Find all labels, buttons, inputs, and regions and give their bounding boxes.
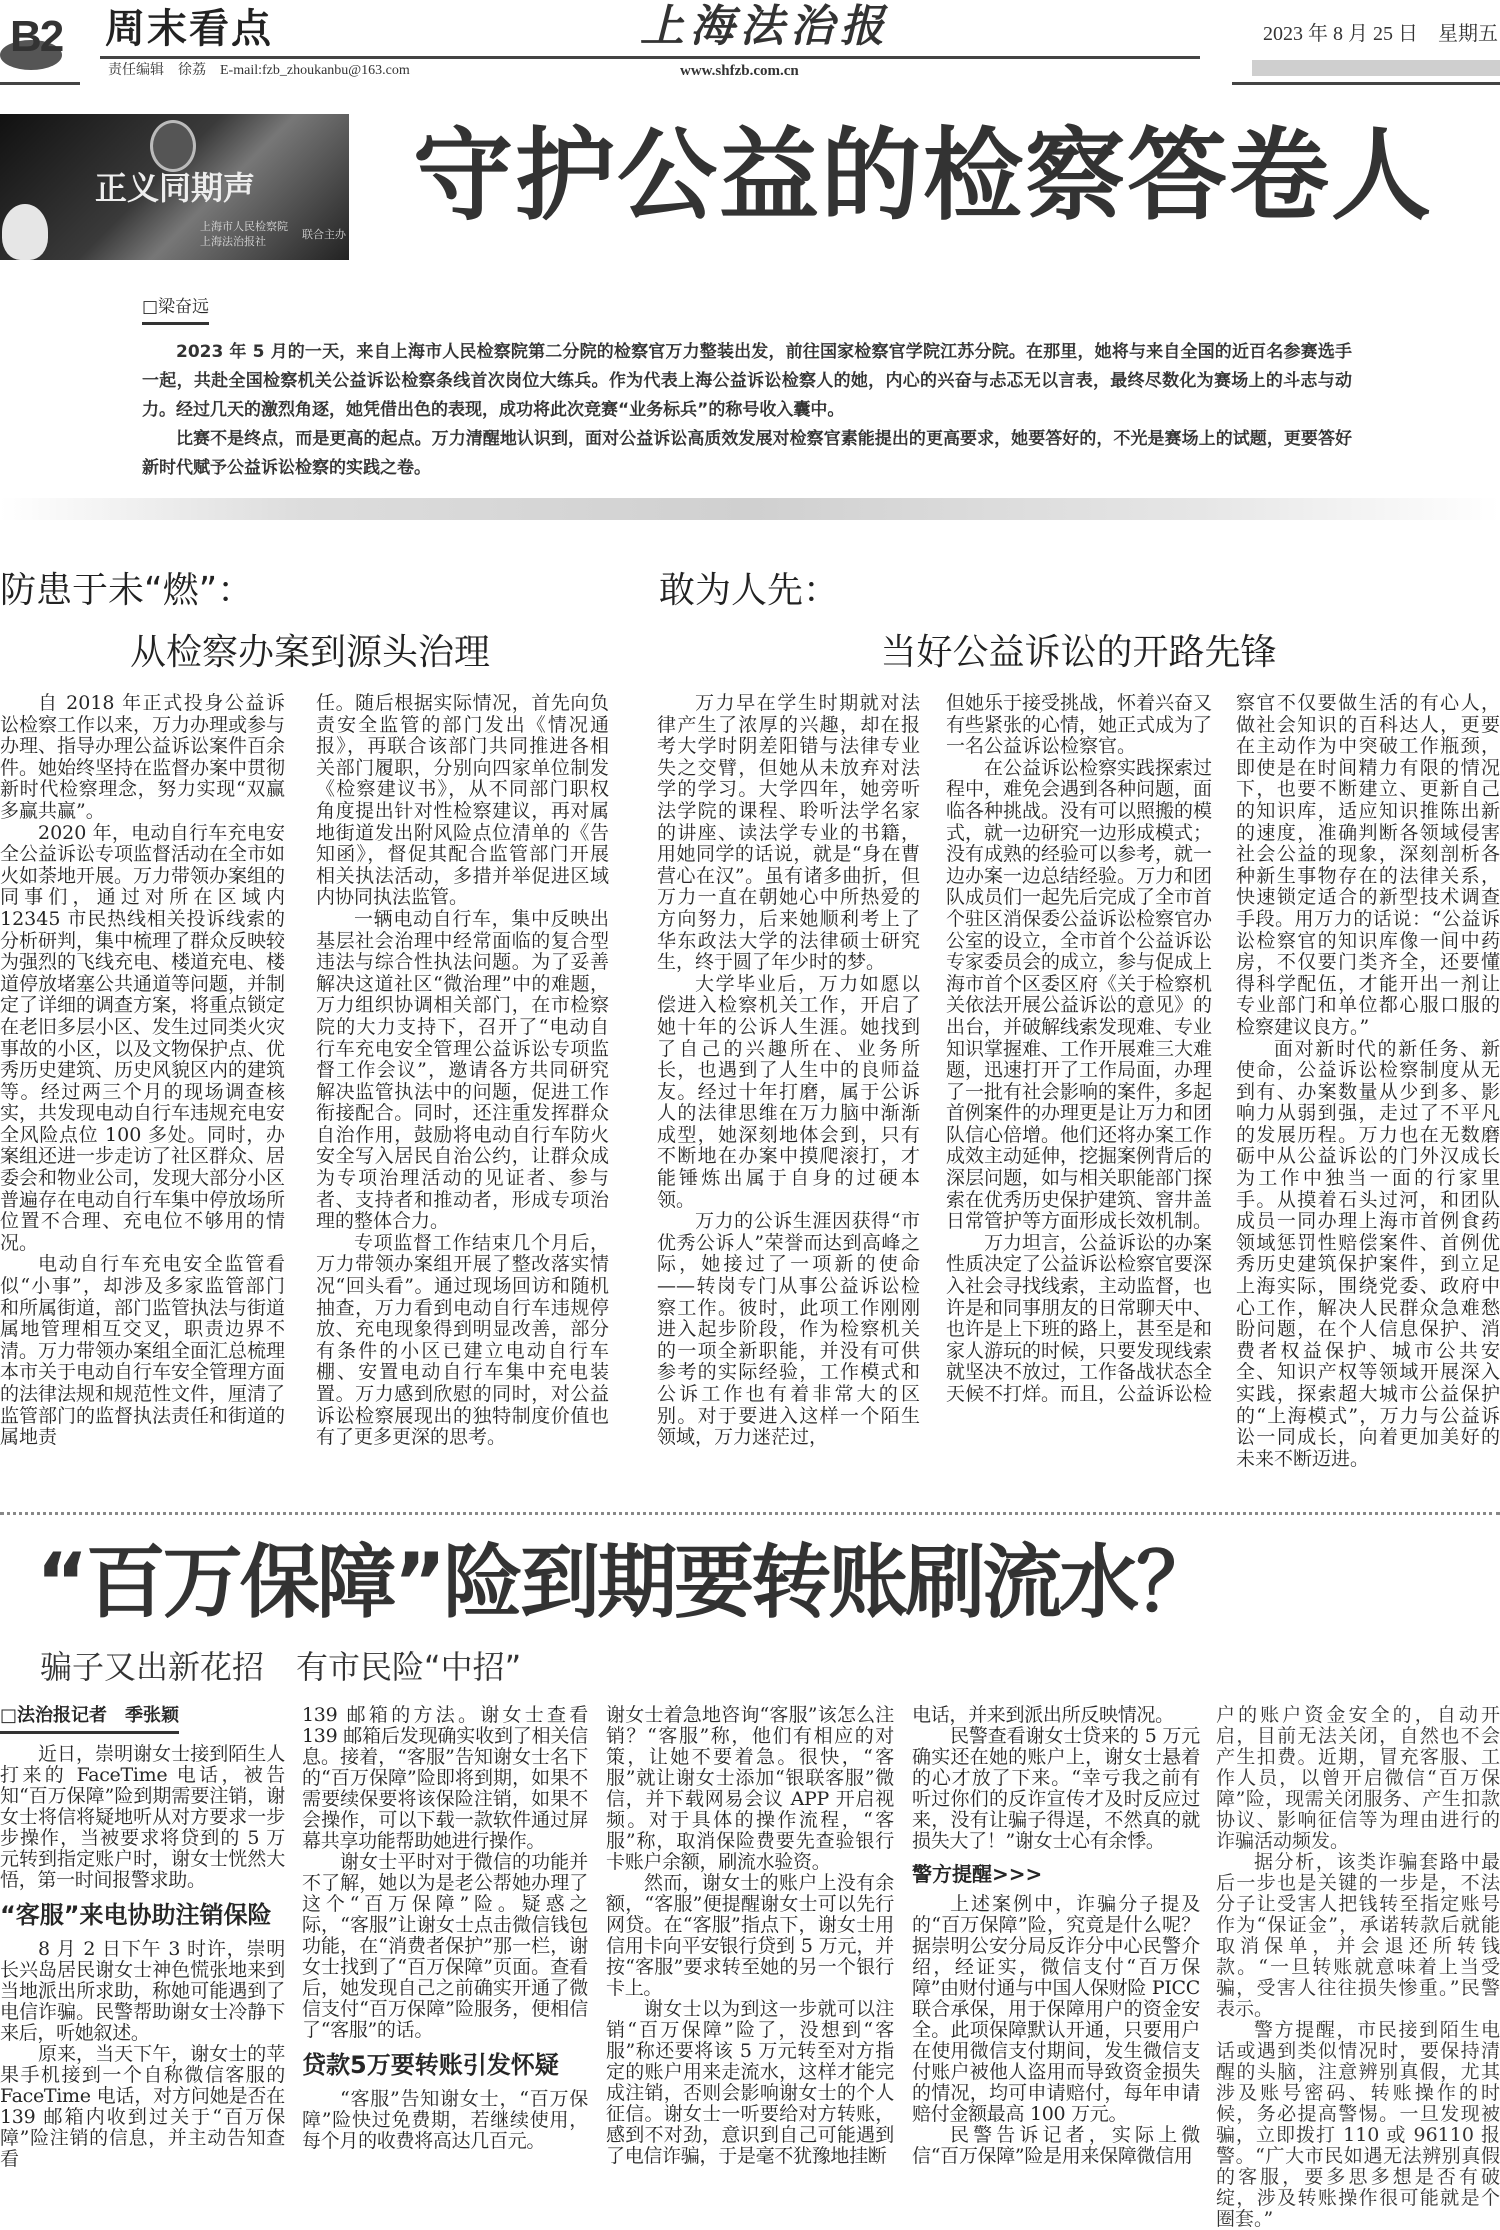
page-number: B2: [10, 12, 63, 61]
emblem-org-1: 上海市人民检察院: [200, 220, 288, 233]
emblem-host: 联合主办: [302, 228, 346, 241]
paragraph: 电动自行车充电安全监管看似“小事”，却涉及多家监管部门和所属街道，部门监管执法与街道属地管理相互交叉，职责边界不清。万力带领办案组全面汇总梳理本市关于电动自行车安全管理方面的法律法规和规范性文件，厘清了监管部门的监督执法责任和街道的属地责: [0, 1253, 286, 1449]
article-column: [316, 693, 609, 1449]
paragraph: 谢女士平时对于微信的功能并不了解，她以为是老公帮她办理了这个“百万保障”险。疑惑之际，“客服”让谢女士点击微信钱包功能，在“消费者保护”那一栏，谢女士找到了“百万保障”页面。查看后，她发现自己之前确实开通了微信支付“百万保障”险服务，便相信了“客服”的话。: [302, 1851, 588, 2041]
article-column: [1236, 693, 1500, 1470]
date-bar: [1252, 60, 1500, 76]
article-intro: [142, 338, 1352, 483]
paragraph: 在公益诉讼检察实践探索过程中，难免会遇到各种问题，面临各种挑战。没有可以照搬的模式，就一边研究一边形成模式；没有成熟的经验可以参考，就一边办案一边总结经验。万力和团队成员们一起先后完成了全市首个驻区消保委公益诉讼检察官办公室的设立，全市首个公益诉讼专家委员会的成立，参与促成上海市首个区委区府《关于检察机关依法开展公益诉讼的意见》的出台，并破解线索发现难、专业知识掌握难、工作开展难三大难题，迅速打开了工作局面，办理了一批有社会影响的案件，多起首例案件的办理更是让万力和团队信心倍增。他们还将办案工作成效主动延伸，挖掘案例背后的深层问题，如与相关职能部门探索在优秀历史保护建筑、窨井盖日常管护等方面形成长效机制。: [946, 756, 1213, 1233]
section-name: 周末看点: [105, 6, 273, 52]
article-byline: □梁奋远: [142, 296, 209, 325]
paragraph: 民警查看谢女士贷来的 5 万元确实还在她的账户上，谢女士悬着的心才放了下来。“幸亏我之前有听过你们的反诈宣传才及时反应过来，没有让骗子得逞，不然真的就损失大了！”谢女士心有余悸。: [912, 1725, 1200, 1852]
article-column: [657, 693, 920, 1449]
paragraph: 专项监督工作结束几个月后，万力带领办案组开展了整改落实情况“回头看”。通过现场回访和随机抽查，万力看到电动自行车违规停放、充电现象得到明显改善，部分有条件的小区已建立电动自行车棚、安置电动自行车集中充电装置。万力感到欣慰的同时，对公益诉讼检察展现出的独特制度价值也有了更多更深的思考。: [316, 1231, 609, 1449]
column-emblem-image: [0, 114, 349, 260]
paragraph: 警方提醒，市民接到陌生电话或遇到类似情况时，要保持清醒的头脑，注意辨别真假，尤其涉及账号密码、转账操作的时候，务必提高警惕。一旦发现被骗，立即拨打 110 或 96110 报警。“广大市民如遇无法辨别真假的客服，要多思多想是否有破绽，涉及转账操作很可能就是个圈套。”: [1216, 2019, 1500, 2230]
subsection-heading: 贷款5万要转账引发怀疑: [302, 2051, 559, 2079]
paragraph: 万力早在学生时期就对法律产生了浓厚的兴趣，却在报考大学时阴差阳错与法律专业失之交臂，但她从未放弃对法学的学习。大学四年，她旁听法学院的课程、聆听法学名家的讲座、读法学专业的书籍，用她同学的话说，就是“身在曹营心在汉”。虽有诸多曲折，但万力一直在朝她心中所热爱的方向努力，后来她顺利考上了华东政法大学的法律硕士研究生，终于圆了年少时的梦。: [657, 692, 920, 974]
editor-credit: 责任编辑 徐荔 E-mail:fzb_zhoukanbu@163.com: [108, 63, 410, 78]
article-title: “百万保障”险到期要转账刷流水？: [36, 1536, 1214, 1629]
paragraph: 万力的公诉生涯因获得“市优秀公诉人”荣誉而达到高峰之际，她接过了一项新的使命——转岗专门从事公益诉讼检察工作。彼时，此项工作刚刚进入起步阶段，作为检察机关的一项全新职能，并没有可供参考的实际经验，工作模式和公诉工作也有着非常大的区别。对于要进入这样一个陌生领域，万力迷茫过，: [657, 1210, 920, 1449]
paragraph: 民警告诉记者，实际上微信“百万保障”险是用来保障微信用: [912, 2124, 1200, 2167]
paragraph-continued: 任。随后根据实际情况，首先向负责安全监管的部门发出《情况通报》，再联合该部门共同推进各相关部门履职，分别向四家单位制发《检察建议书》，从不同部门职权角度提出针对性检察建议，再对属地街道发出附风险点位清单的《告知函》，督促其配合监管部门开展相关执法活动，多措并举促进区域内协同执法监管。: [316, 692, 609, 909]
paragraph-continued: 户的账户资金安全的，自动开启，目前无法关闭，自然也不会产生扣费。近期，冒充客服、工作人员，以曾开启微信“百万保障”险，现需关闭服务、产生扣款协议、影响征信等为理由进行的诈骗活动频发。: [1216, 1704, 1500, 1852]
paragraph-continued: 察官不仅要做生活的有心人，做社会知识的百科达人，更要在主动作为中突破工作瓶颈，即使是在时间精力有限的情况下，也要不断建立、更新自己的知识库，适应知识推陈出新的速度，准确判断各领域侵害社会公益的现象，深刻剖析各种新生事物存在的法律关系，快速锁定适合的新型技术调查手段。用万力的话说：“公益诉讼检察官的知识库像一间中药房，不仅要门类齐全，还要懂得科学配伍，才能开出一剂让专业部门和单位都心服口服的检察建议良方。”: [1236, 692, 1500, 1038]
paragraph-continued: 谢女士着急地咨询“客服”该怎么注销？“客服”称，他们有相应的对策，让她不要着急。很快，“客服”就让谢女士添加“银联客服”微信，并下载网易会议 APP 开启视频。对于具体的操作流程，“客服”称，取消保险费要先查验银行卡账户余额，刷流水验资。: [606, 1704, 894, 1873]
paragraph: 大学毕业后，万力如愿以偿进入检察机关工作，开启了她十年的公诉人生涯。她找到了自己的兴趣所在、业务所长，也遇到了人生中的良师益友。经过十年打磨，属于公诉人的法律思维在万力脑中渐渐成型，她深刻地体会到，只有不断地在办案中摸爬滚打，才能锤炼出属于自身的过硬本领。: [657, 972, 920, 1211]
paragraph: 面对新时代的新任务、新使命，公益诉讼检察制度从无到有、办案数量从少到多、影响力从弱到强，走过了不平凡的发展历程。万力也在无数磨砺中从公益诉讼的门外汉成长为工作中独当一面的行家里手。从摸着石头过河，和团队成员一同办理上海市首例食药领域惩罚性赔偿案件、首例优秀历史建筑保护案件，到立足上海实际，围绕党委、政府中心工作，解决人民群众急难愁盼问题，在个人信息保护、消费者权益保护、城市公共安全、知识产权等领域开展深入实践，探索超大城市公益保护的“上海模式”，万力与公益诉讼一同成长，向着更加美好的未来不断迈进。: [1236, 1037, 1500, 1470]
procuratorate-seal-icon: [150, 120, 196, 172]
paragraph: “客服”告知谢女士，“百万保障”险快过免费期，若继续使用，每个月的收费将高达几百元。: [302, 2088, 588, 2152]
section-kicker-right: 敢为人先：: [659, 570, 840, 611]
article-column: [912, 1705, 1200, 2167]
issue-date: 2023 年 8 月 25 日 星期五: [1263, 23, 1498, 45]
paragraph-continued: 139 邮箱的方法。谢女士查看 139 邮箱后发现确实收到了相关信息。接着，“客服”告知谢女士名下的“百万保障”险即将到期，如果不需要续保要将该保险注销，如果不会操作，可以下载一款软件通过屏幕共享功能帮助她进行操作。: [302, 1704, 588, 1852]
header-rule-right: [1232, 82, 1500, 85]
intro-paragraph: 比赛不是终点，而是更高的起点。万力清醒地认识到，面对公益诉讼高质效发展对检察官素能提出的更高要求，她要答好的，不光是赛场上的试题，更要答好新时代赋予公益诉讼检察的实践之卷。: [142, 429, 1352, 478]
paragraph: 据分析，该类诈骗套路中最后一步也是关键的一步是，不法分子让受害人把钱转至指定账号作为“保证金”，承诺转款后就能取消保单，并会退还所转钱款。“一旦转账就意味着上当受骗，受害人往往损失惨重。”民警表示。: [1216, 1851, 1500, 2020]
police-tip-heading: 警方提醒>>>: [912, 1862, 1043, 1886]
article-column: [1216, 1705, 1500, 2230]
paragraph: 上述案例中，诈骗分子提及的“百万保障”险，究竟是什么呢？据崇明公安分局反诈分中心民警介绍，经证实，微信支付“百万保障”由财付通与中国人保财险 PICC 联合承保，用于保障用户的资金安全。此项保障默认开通，只要用户在使用微信支付期间，发生微信支付账户被他人盗用而导致资金损失的情况，均可申请赔付，每年申请赔付金额最高 100 万元。: [912, 1893, 1200, 2125]
paragraph: 万力坦言，公益诉讼的办案性质决定了公益诉讼检察官要深入社会寻找线索，主动监督，也许是和同事朋友的日常聊天中、也许是上下班的路上，甚至是和家人游玩的时候，只要发现线索就坚决不放过，工作备战状态全天候不打烊。而且，公益诉讼检: [946, 1231, 1213, 1405]
website-link[interactable]: www.shfzb.com.cn: [680, 63, 799, 79]
intro-paragraph: 2023 年 5 月的一天，来自上海市人民检察院第二分院的检察官万力整装出发，前往国家检察官学院江苏分院。在那里，她将与来自全国的近百名参赛选手一起，共赴全国检察机关公益诉讼检察条线首次岗位大练兵。作为代表上海公益诉讼检察人的她，内心的兴奋与忐忑无以言表，最终尽数化为赛场上的斗志与动力。经过几天的激烈角逐，她凭借出色的表现，成功将此次竞赛“业务标兵”的称号收入囊中。: [142, 342, 1352, 420]
article-column: [0, 1705, 285, 2170]
section-kicker-left: 防患于未“燃”：: [0, 570, 254, 611]
decorative-band: [0, 498, 1500, 520]
paragraph: 然而，谢女士的账户上没有余额，“客服”便提醒谢女士可以先行网贷。在“客服”指点下，谢女士用信用卡向平安银行贷到 5 万元，并按“客服”要求转至她的另一个银行卡上。: [606, 1872, 894, 1999]
article-column: [302, 1705, 588, 2152]
subsection-heading: “客服”来电协助注销保险: [0, 1901, 272, 1929]
header-rule: [100, 56, 1200, 59]
section-subhead-left: 从检察办案到源头治理: [129, 632, 490, 673]
emblem-title: 正义同期声: [95, 169, 256, 207]
article-column: [606, 1705, 894, 2167]
article-column: [0, 693, 285, 1449]
emblem-org-2: 上海法治报社: [200, 235, 266, 248]
paragraph: 一辆电动自行车，集中反映出基层社会治理中经常面临的复合型违法与综合性执法问题。为了妥善解决这道社区“微治理”中的难题，万力组织协调相关部门，在市检察院的大力支持下，召开了“电动自行车充电安全管理公益诉讼专项监督工作会议”，邀请各方共同研究解决监管执法中的问题，促进工作衔接配合。同时，还注重发挥群众自治作用，鼓励将电动自行车防火安全写入居民自治公约，让群众成为专项治理活动的见证者、参与者、支持者和推动者，形成专项治理的整体合力。: [316, 907, 609, 1233]
section-subhead-right: 当好公益诉讼的开路先锋: [880, 632, 1277, 673]
paragraph: 原来，当天下午，谢女士的苹果手机接到一个自称微信客服的 FaceTime 电话，对方问她是否在 139 邮箱内收到过关于“百万保障”险注销的信息，并主动告知查看: [0, 2043, 285, 2170]
article-divider: [0, 1512, 1500, 1515]
paragraph: 谢女士以为到这一步就可以注销“百万保障”险了，没想到“客服”称还要将该 5 万元转至对方指定的账户用来走流水，这样才能完成注销，否则会影响谢女士的个人征信。谢女士一听要给对方转账，感到不对劲，意识到自己可能遇到了电信诈骗，于是毫不犹豫地挂断: [606, 1998, 894, 2167]
paragraph: 8 月 2 日下午 3 时许，崇明长兴岛居民谢女士神色慌张地来到当地派出所求助，称她可能遇到了电信诈骗。民警帮助谢女士冷静下来后，听她叙述。: [0, 1938, 285, 2044]
paragraph: 近日，崇明谢女士接到陌生人打来的 FaceTime 电话，被告知“百万保障”险到期需要注销，谢女士将信将疑地听从对方要求一步步操作，当被要求将贷到的 5 万元转到指定账户时，谢女士恍然大悟，第一时间报警求助。: [0, 1743, 285, 1891]
reporter-byline: □法治报记者 季张颖: [0, 1705, 179, 1734]
article-subtitle: 骗子又出新花招 有市民险“中招”: [40, 1648, 522, 1686]
emblem-organizers: [200, 219, 288, 249]
paragraph: 2020 年，电动自行车充电安全公益诉讼专项监督活动在全市如火如荼地开展。万力带领办案组的同事们，通过对所在区域内 12345 市民热线相关投诉线索的分析研判，集中梳理了群众反映较为强烈的飞线充电、楼道充电、楼道停放堵塞公共通道等问题，并制定了详细的调查方案，将重点锁定在老旧多层小区、发生过同类火灾事故的小区，以及文物保护点、优秀历史建筑、历史风貌区内的建筑等。经过两三个月的现场调查核实，共发现电动自行车违规充电安全风险点位 100 多处。同时，办案组还进一步走访了社区群众、居委会和物业公司，发现大部分小区普遍存在电动自行车集中停放场所位置不合理、充电位不够用的情况。: [0, 821, 286, 1254]
header-rule-left: [0, 82, 80, 85]
cartoon-character-icon: [2, 204, 48, 260]
page-badge: [0, 12, 64, 70]
masthead-logo: 上海法治报: [640, 1, 890, 52]
paragraph-continued: 但她乐于接受挑战，怀着兴奋又有些紧张的心情，她正式成为了一名公益诉讼检察官。: [946, 692, 1213, 758]
paragraph-continued: 电话，并来到派出所反映情况。: [912, 1704, 1174, 1726]
paragraph: 自 2018 年正式投身公益诉讼检察工作以来，万力办理或参与办理、指导办理公益诉讼案件百余件。她始终坚持在监督办案中贯彻新时代检察理念，努力实现“双赢多赢共赢”。: [0, 692, 286, 822]
article-title: 守护公益的检察答卷人: [413, 117, 1433, 234]
article-column: [946, 693, 1212, 1406]
